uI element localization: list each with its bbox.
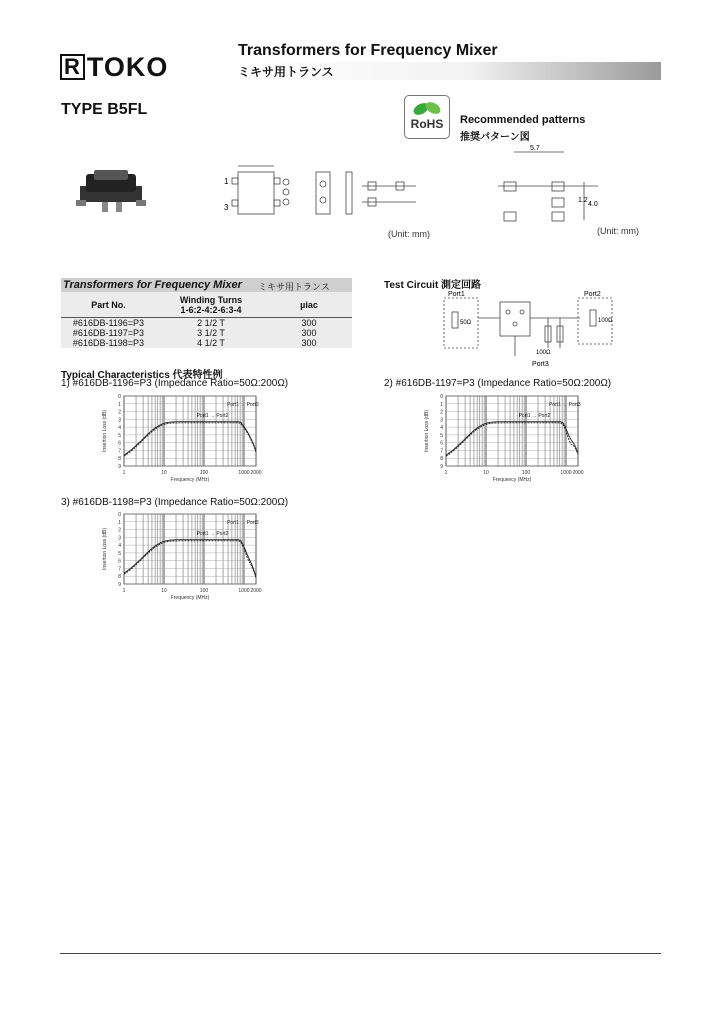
x-axis-label: Frequency (MHz) bbox=[170, 595, 210, 601]
pattern-dim-1: 5.7 bbox=[530, 145, 540, 152]
graph3-caption: 3) #616DB-1198=P3 (Impedance Ratio=50Ω:200Ω) bbox=[61, 497, 289, 508]
x-tick-label: 1 bbox=[122, 470, 126, 476]
pattern-dim-2: 1.2 bbox=[578, 197, 588, 204]
graph2 bbox=[420, 392, 600, 490]
table-title: Transformers for Frequency Mixer bbox=[63, 279, 242, 291]
winding-sub-header: 1-6:2-4:2-6:3-4 bbox=[180, 304, 242, 315]
leaf-icon bbox=[405, 97, 449, 119]
uiac: 300 bbox=[301, 328, 317, 338]
x-tick-label: 1000 bbox=[560, 470, 572, 476]
y-tick-label: 1 bbox=[118, 519, 121, 526]
r50-label: 50Ω bbox=[460, 320, 472, 326]
page-subtitle: ミキサ用トランス bbox=[238, 65, 334, 79]
unit-label-2: (Unit: mm) bbox=[597, 226, 639, 236]
x-tick-label: 100 bbox=[199, 588, 209, 594]
y-tick-label: 2 bbox=[118, 527, 121, 534]
y-axis-label: Insertion Loss (dB) bbox=[102, 410, 108, 452]
y-tick-label: 6 bbox=[118, 558, 121, 565]
y-tick-label: 9 bbox=[118, 464, 121, 470]
part-table bbox=[61, 292, 352, 348]
legend-port1-port2: Port1 → Port2 bbox=[196, 413, 229, 419]
unit-label-1: (Unit: mm) bbox=[388, 229, 430, 239]
port1-label: Port1 bbox=[448, 291, 465, 298]
y-tick-label: 8 bbox=[118, 574, 121, 581]
y-tick-label: 5 bbox=[118, 432, 121, 439]
y-tick-label: 6 bbox=[440, 440, 443, 447]
col-uiac-header: µiac bbox=[266, 292, 352, 318]
y-tick-label: 3 bbox=[118, 417, 121, 424]
y-tick-label: 3 bbox=[440, 417, 443, 424]
y-tick-label: 0 bbox=[118, 512, 121, 518]
table-title-ja: ミキサ用トランス bbox=[258, 282, 330, 292]
rohs-badge bbox=[404, 95, 450, 139]
legend-port1-port3: Port1 → Port3 bbox=[226, 519, 259, 526]
type-title: TYPE B5FL bbox=[61, 101, 148, 118]
table-row bbox=[61, 318, 352, 329]
col-winding-header bbox=[156, 292, 266, 318]
y-tick-label: 7 bbox=[118, 448, 121, 455]
recommended-pattern bbox=[494, 142, 604, 224]
x-tick-label: 1000 bbox=[238, 470, 250, 476]
port2-label: Port2 bbox=[584, 291, 601, 298]
curve-port1-port3 bbox=[124, 423, 256, 457]
footer-divider bbox=[60, 953, 661, 954]
r100a-label: 100Ω bbox=[536, 350, 551, 356]
y-tick-label: 1 bbox=[440, 401, 443, 408]
y-axis-label: Insertion Loss (dB) bbox=[102, 528, 108, 570]
dimension-drawing bbox=[220, 158, 420, 228]
rohs-label: RoHS bbox=[410, 117, 444, 131]
x-tick-label: 2000 bbox=[572, 470, 584, 476]
graph3 bbox=[98, 510, 278, 608]
curve-port1-port2 bbox=[446, 422, 578, 455]
y-tick-label: 2 bbox=[118, 409, 121, 416]
curve-port1-port2 bbox=[124, 422, 256, 455]
y-tick-label: 8 bbox=[440, 456, 443, 463]
r100b-label: 100Ω bbox=[598, 318, 613, 324]
legend-port1-port3: Port1 → Port3 bbox=[226, 401, 259, 408]
port3-label: Port3 bbox=[532, 361, 549, 368]
col-part-header: Part No. bbox=[61, 292, 156, 318]
y-tick-label: 3 bbox=[118, 535, 121, 542]
toko-logo bbox=[60, 53, 168, 81]
y-tick-label: 0 bbox=[440, 394, 443, 400]
winding: 3 1/2 T bbox=[197, 328, 225, 338]
x-tick-label: 1000 bbox=[238, 588, 250, 594]
uiac: 300 bbox=[301, 318, 317, 328]
y-tick-label: 5 bbox=[440, 432, 443, 439]
x-axis-label: Frequency (MHz) bbox=[170, 477, 210, 483]
table-row bbox=[61, 328, 352, 338]
y-tick-label: 7 bbox=[118, 566, 121, 573]
test-circuit-title: Test Circuit 測定回路 bbox=[384, 280, 482, 291]
x-tick-label: 10 bbox=[483, 470, 489, 476]
uiac: 300 bbox=[301, 338, 317, 348]
typical-characteristics-title: Typical Characteristics 代表特性例 bbox=[61, 370, 223, 381]
part-no: #616DB-1197=P3 bbox=[72, 328, 145, 338]
pin1-label: 1 bbox=[224, 177, 229, 186]
product-photo bbox=[72, 168, 152, 218]
y-tick-label: 4 bbox=[118, 543, 121, 550]
x-tick-label: 1 bbox=[444, 470, 448, 476]
y-tick-label: 0 bbox=[118, 394, 121, 400]
y-axis-label: Insertion Loss (dB) bbox=[424, 410, 430, 452]
x-tick-label: 10 bbox=[161, 470, 167, 476]
y-tick-label: 9 bbox=[440, 464, 443, 470]
page-title: Transformers for Frequency Mixer bbox=[238, 42, 498, 59]
y-tick-label: 8 bbox=[118, 456, 121, 463]
x-tick-label: 2000 bbox=[250, 470, 262, 476]
x-tick-label: 100 bbox=[199, 470, 209, 476]
y-tick-label: 7 bbox=[440, 448, 443, 455]
y-tick-label: 9 bbox=[118, 582, 121, 588]
pin3-label: 3 bbox=[224, 203, 229, 212]
x-tick-label: 1 bbox=[122, 588, 126, 594]
recommended-en: Recommended patterns bbox=[460, 114, 586, 126]
test-circuit-diagram bbox=[440, 288, 620, 370]
x-tick-label: 2000 bbox=[250, 588, 262, 594]
legend-port1-port3: Port1 → Port3 bbox=[548, 401, 581, 408]
logo-text: TOKO bbox=[86, 52, 169, 82]
table-row bbox=[61, 338, 352, 348]
graph2-caption: 2) #616DB-1197=P3 (Impedance Ratio=50Ω:200Ω) bbox=[384, 378, 612, 389]
y-tick-label: 5 bbox=[118, 550, 121, 557]
winding: 4 1/2 T bbox=[197, 338, 225, 348]
y-tick-label: 6 bbox=[118, 440, 121, 447]
part-no: #616DB-1198=P3 bbox=[72, 338, 145, 348]
graph1 bbox=[98, 392, 278, 490]
winding: 2 1/2 T bbox=[197, 318, 225, 328]
logo-mark: R bbox=[60, 54, 85, 80]
y-tick-label: 4 bbox=[118, 425, 121, 432]
x-tick-label: 10 bbox=[161, 588, 167, 594]
winding-header: Winding Turns bbox=[179, 294, 243, 305]
pattern-dim-3: 4.0 bbox=[588, 201, 598, 208]
y-tick-label: 4 bbox=[440, 425, 443, 432]
y-tick-label: 1 bbox=[118, 401, 121, 408]
graph1-caption: 1) #616DB-1196=P3 (Impedance Ratio=50Ω:200Ω) bbox=[61, 378, 289, 389]
part-no: #616DB-1196=P3 bbox=[72, 318, 145, 328]
x-tick-label: 100 bbox=[521, 470, 531, 476]
y-tick-label: 2 bbox=[440, 409, 443, 416]
curve-port1-port3 bbox=[446, 423, 578, 457]
legend-port1-port2: Port1 → Port2 bbox=[196, 531, 229, 537]
curve-port1-port3 bbox=[124, 541, 256, 578]
legend-port1-port2: Port1 → Port2 bbox=[518, 413, 551, 419]
x-axis-label: Frequency (MHz) bbox=[492, 477, 532, 483]
recommended-ja: 推奨パターン図 bbox=[460, 132, 530, 143]
